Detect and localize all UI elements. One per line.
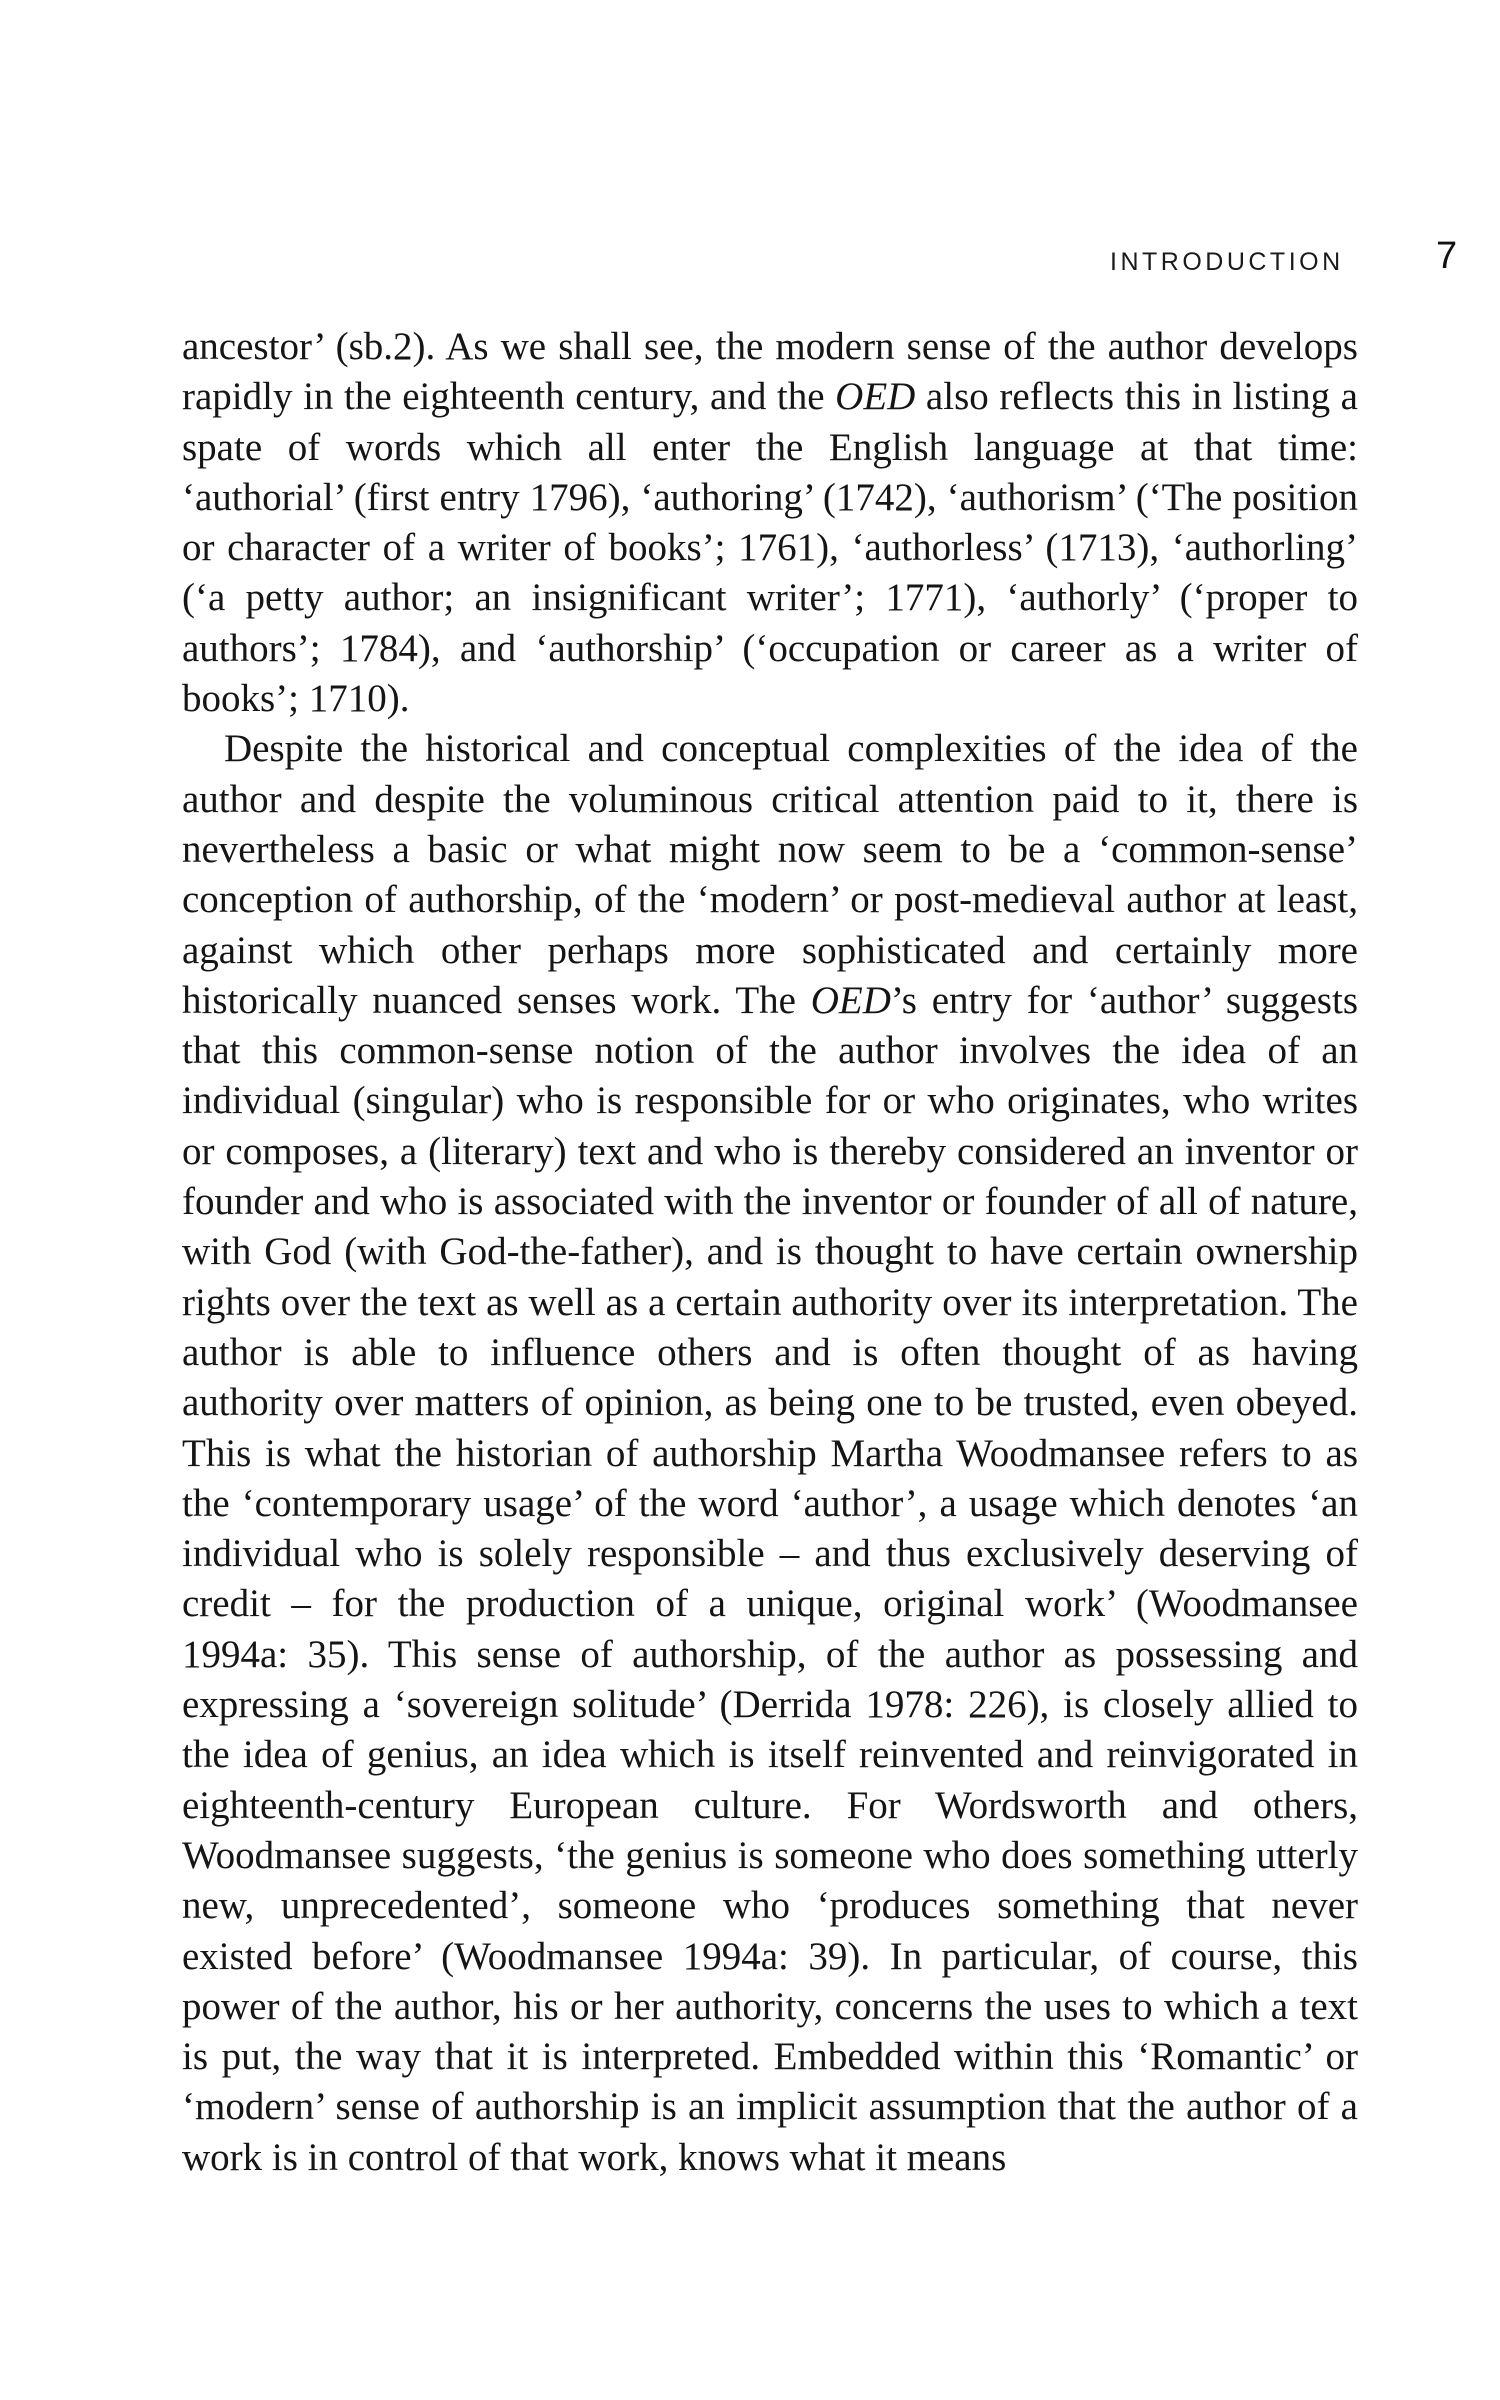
paragraph-2-oed-abbrev: OED (810, 978, 891, 1022)
paragraph-1-text-a: ancestor’ (sb.2). As we shall see, the modern sense of the author develops rapidly in the eighteenth century, and the (182, 325, 1358, 419)
paragraph-1-oed-abbrev: OED (835, 375, 916, 419)
paragraph-2-text-a: Despite the historical and conceptual complexities of the idea of the author and despite the voluminous critical attention paid to it, there is nevertheless a basic or what might now seem to be a ‘common-sense’ conception of authorship, of the ‘modern’ or post-medieval author at least, against which other perhaps more sophisticated and certainly more historically nuanced senses work. The (182, 727, 1358, 1022)
page-number: 7 (1436, 235, 1458, 277)
paragraph-1-text-b: also reflects this in listing a spate of words which all enter the English language at that time: ‘authorial’ (first entry 1796), ‘authoring’ (1742), ‘authorism’ (‘The position or character of a writer of books’; 1761), ‘authorless’ (1713), ‘authorling’ (‘a petty author; an insignificant writer’; 1771), ‘authorly’ (‘proper to authors’; 1784), and ‘authorship’ (‘occupation or career as a writer of books’; 1710). (182, 375, 1358, 721)
body-text (182, 322, 1358, 2183)
paragraph-2-text-b: ’s entry for ‘author’ suggests that this common-sense notion of the author involves the idea of an individual (singular) who is responsible for or who originates, who writes or composes, a (literary) text and who is thereby considered an inventor or founder and who is associated with the inventor or founder of all of nature, with God (with God-the-father), and is thought to have certain ownership rights over the text as well as a certain authority over its interpretation. The author is able to influence others and is often thought of as having authority over matters of opinion, as being one to be trusted, even obeyed. This is what the historian of authorship Martha Woodmansee refers to as the ‘contemporary usage’ of the word ‘author’, a usage which denotes ‘an individual who is solely responsible – and thus exclusively deserving of credit – for the production of a unique, original work’ (Woodmansee 1994a: 35). This sense of authorship, of the author as possessing and expressing a ‘sovereign solitude’ (Derrida 1978: 226), is closely allied to the idea of genius, an idea which is itself reinvented and reinvigorated in eighteenth-century European culture. For Wordsworth and others, Woodmansee suggests, ‘the genius is someone who does something utterly new, unprecedented’, someone who ‘produces something that never existed before’ (Woodmansee 1994a: 39). In particular, of course, this power of the author, his or her authority, concerns the uses to which a text is put, the way that it is interpreted. Embedded within this ‘Romantic’ or ‘modern’ sense of authorship is an implicit assumption that the author of a work is in control of that work, knows what it means (182, 978, 1358, 2179)
running-head: INTRODUCTION (1110, 248, 1344, 276)
paragraph-2 (182, 724, 1358, 2183)
paragraph-1 (182, 322, 1358, 724)
